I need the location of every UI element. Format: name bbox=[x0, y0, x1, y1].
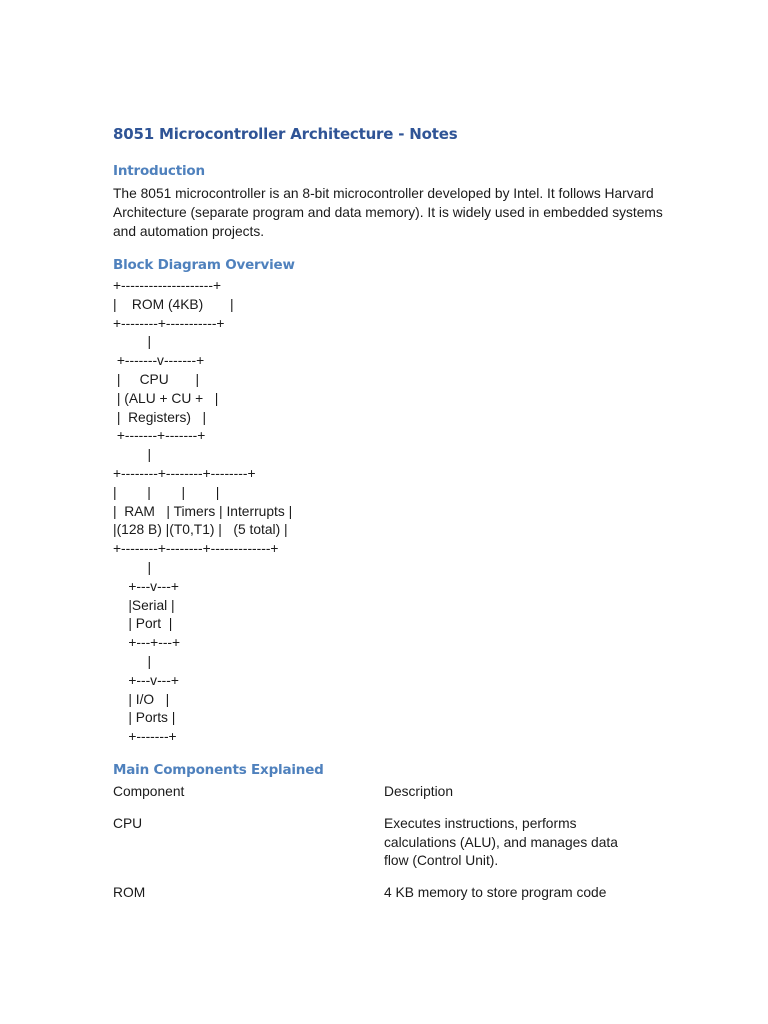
introduction-heading: Introduction bbox=[113, 163, 205, 179]
diagram-line: | bbox=[113, 447, 152, 463]
diagram-line: | ROM (4KB) | bbox=[113, 296, 234, 312]
component-name: CPU bbox=[113, 816, 143, 831]
diagram-line: +-------v-------+ bbox=[113, 353, 205, 369]
diagram-line: | Port | bbox=[113, 616, 173, 632]
diagram-line: | I/O | bbox=[113, 691, 170, 707]
component-description: Executes instructions, performs calculations (ALU), and manages data flow (Control Unit). bbox=[384, 816, 618, 869]
introduction-text: The 8051 microcontroller is an 8-bit microcontroller developed by Intel. It follows Harvard Architecture (separate program and data memory). It is widely used in embedded systems and automation projects. bbox=[113, 186, 663, 239]
diagram-line: +--------+--------+--------+ bbox=[113, 465, 256, 481]
diagram-line: |Serial | bbox=[113, 597, 175, 613]
diagram-line: +---+---+ bbox=[113, 635, 181, 651]
diagram-line: +--------------------+ bbox=[113, 278, 222, 293]
diagram-line: | Registers) | bbox=[113, 409, 207, 425]
diagram-line: | bbox=[113, 334, 152, 350]
diagram-line: | Ports | bbox=[113, 710, 176, 726]
ascii-block-diagram bbox=[113, 277, 292, 747]
block-diagram-heading: Block Diagram Overview bbox=[113, 257, 295, 273]
component-description: 4 KB memory to store program code bbox=[384, 885, 607, 900]
diagram-line: | RAM | Timers | Interrupts | bbox=[113, 503, 293, 519]
header-component: Component bbox=[113, 784, 185, 799]
header-description: Description bbox=[384, 784, 454, 799]
document-title: 8051 Microcontroller Architecture - Notes bbox=[113, 125, 458, 143]
component-name: ROM bbox=[113, 885, 146, 900]
diagram-line: +--------+-----------+ bbox=[113, 315, 225, 331]
diagram-line: | bbox=[113, 559, 152, 575]
diagram-line: +---v---+ bbox=[113, 578, 179, 594]
diagram-line: +-------+-------+ bbox=[113, 428, 206, 444]
diagram-line: | CPU | bbox=[113, 371, 200, 387]
diagram-line: +-------+ bbox=[113, 729, 177, 745]
diagram-line: | (ALU + CU + | bbox=[113, 390, 219, 406]
diagram-line: +--------+--------+-------------+ bbox=[113, 541, 279, 557]
components-heading: Main Components Explained bbox=[113, 762, 324, 778]
diagram-line: | | | | bbox=[113, 484, 220, 500]
diagram-line: |(128 B) |(T0,T1) | (5 total) | bbox=[113, 522, 288, 538]
diagram-line: | bbox=[113, 653, 152, 669]
diagram-line: +---v---+ bbox=[113, 672, 179, 688]
